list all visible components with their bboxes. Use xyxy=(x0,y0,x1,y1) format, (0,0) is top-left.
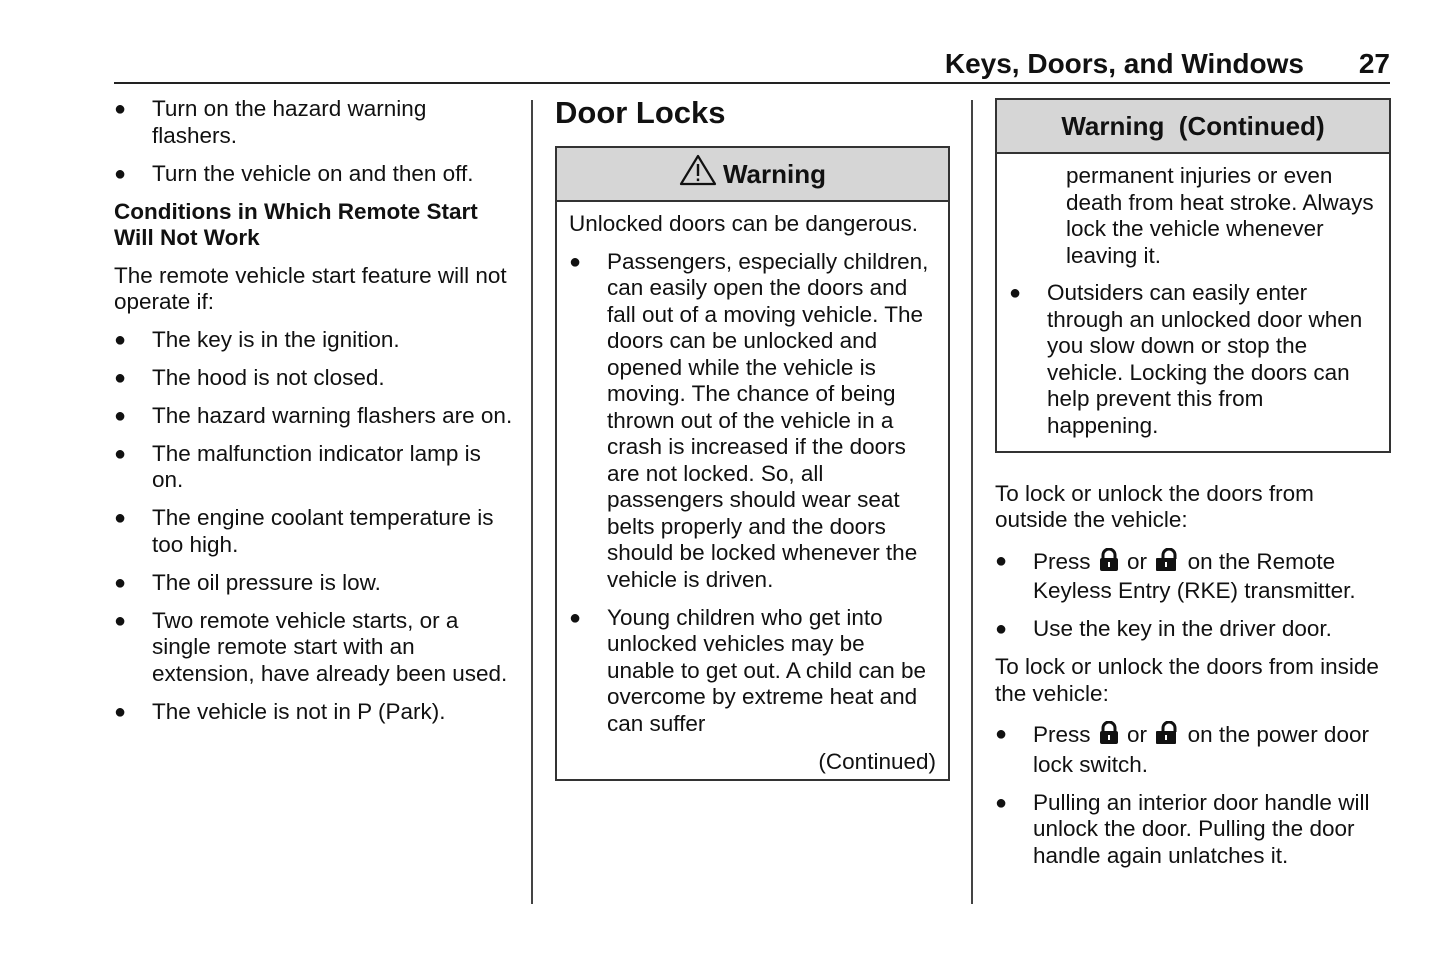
list-item: ● The key is in the ignition. xyxy=(114,326,400,352)
column-divider xyxy=(531,100,533,904)
list-item: ● Turn the vehicle on and then off. xyxy=(114,160,474,186)
warning-body xyxy=(557,202,948,779)
outside-list xyxy=(995,548,1391,643)
warning-intro: Unlocked doors can be dangerous. xyxy=(569,211,918,236)
bullet-icon: ● xyxy=(569,606,582,629)
warning-continued-box xyxy=(995,98,1391,453)
list-item: ● Press or on the power door lock switch. xyxy=(995,722,1369,777)
bullet-icon: ● xyxy=(114,328,127,351)
list-item: ● Outsiders can easily enter through an unlocked door when you slow down or stop the vehicle. Locking the doors can help prevent this from happening. xyxy=(1009,280,1363,438)
list-item: ● Turn on the hazard warning flashers. xyxy=(114,96,427,148)
bullet-icon: ● xyxy=(114,507,127,529)
list-item: ● The engine coolant temperature is too high. xyxy=(114,505,494,557)
list-item: ● The malfunction indicator lamp is on. xyxy=(114,440,481,492)
middle-column xyxy=(555,96,950,781)
bullet-icon: ● xyxy=(995,723,1008,745)
conditions-list xyxy=(114,327,514,726)
list-item: ● Press or on the Remote Keyless Entry (RKE) transmitter. xyxy=(995,548,1356,603)
bullet-icon: ● xyxy=(569,250,582,273)
list-item: ● Pulling an interior door handle will unlock the door. Pulling the door handle again unlatches it. xyxy=(995,789,1370,868)
list-item: ● Two remote vehicle starts, or a single remote start with an extension, have already been used. xyxy=(114,607,508,686)
warning-header xyxy=(557,148,948,202)
lock-icon xyxy=(1099,721,1119,752)
warning-triangle-icon xyxy=(679,151,717,203)
page-number: 27 xyxy=(1358,48,1390,79)
inside-intro: To lock or unlock the doors from inside the vehicle: xyxy=(995,654,1379,706)
bullet-icon: ● xyxy=(995,791,1008,814)
inside-list xyxy=(995,721,1391,869)
unlock-icon xyxy=(1155,721,1179,752)
list-item: ● The hazard warning flashers are on. xyxy=(114,402,513,428)
bullet-icon: ● xyxy=(114,609,127,632)
bullet-icon: ● xyxy=(114,404,127,427)
bullet-icon: ● xyxy=(995,549,1008,572)
bullet-icon: ● xyxy=(1009,282,1022,304)
bullet-icon: ● xyxy=(114,98,127,120)
list-item: ● The vehicle is not in P (Park). xyxy=(114,698,446,724)
warning-box xyxy=(555,146,950,781)
column-divider xyxy=(971,100,973,904)
bullet-icon: ● xyxy=(114,442,127,465)
warning-continued-list xyxy=(1009,280,1377,439)
subheading: Conditions in Which Remote Start Will Not Work xyxy=(114,198,478,250)
outside-intro: To lock or unlock the doors from outside the vehicle: xyxy=(995,480,1314,532)
right-column xyxy=(995,96,1391,881)
left-column xyxy=(114,96,514,737)
list-item: ● The oil pressure is low. xyxy=(114,569,381,595)
intro-paragraph: The remote vehicle start feature will not operate if: xyxy=(114,262,507,314)
list-item: ● Use the key in the driver door. xyxy=(995,616,1332,641)
warning-continued-header: Warning (Continued) xyxy=(997,100,1389,154)
warning-bullet-list xyxy=(569,249,936,738)
section-title: Keys, Doors, and Windows xyxy=(944,48,1304,79)
page-header xyxy=(114,44,1390,84)
bullet-icon: ● xyxy=(114,571,127,594)
door-locks-title: Door Locks xyxy=(555,95,726,130)
list-item: ● The hood is not closed. xyxy=(114,364,385,390)
bullet-icon: ● xyxy=(114,366,127,389)
warning-heading: Warning xyxy=(722,159,827,189)
unlock-icon xyxy=(1155,548,1179,579)
continuation-text: permanent injuries or even death from heat stroke. Always lock the vehicle whenever leaving it. xyxy=(1066,163,1374,268)
bullet-icon: ● xyxy=(114,162,127,185)
bullet-icon: ● xyxy=(114,700,127,723)
lock-icon xyxy=(1099,548,1119,579)
bullet-icon: ● xyxy=(995,618,1008,640)
list-item: ● Passengers, especially children, can easily open the doors and fall out of a moving vehicle. The doors can be unlocked and opened while the vehicle is moving. The chance of being thrown out of the vehicle in a crash is increased if the doors are not locked. So, all passengers should wear seat belts properly and the doors should be locked whenever the vehicle is driven. xyxy=(569,248,929,592)
list-item: ● Young children who get into unlocked vehicles may be unable to get out. A child can be overcome by extreme heat and can suffer xyxy=(569,604,926,736)
top-bullet-list xyxy=(114,96,514,187)
continued-label: (Continued) xyxy=(818,748,936,774)
warning-continued-body xyxy=(997,154,1389,439)
